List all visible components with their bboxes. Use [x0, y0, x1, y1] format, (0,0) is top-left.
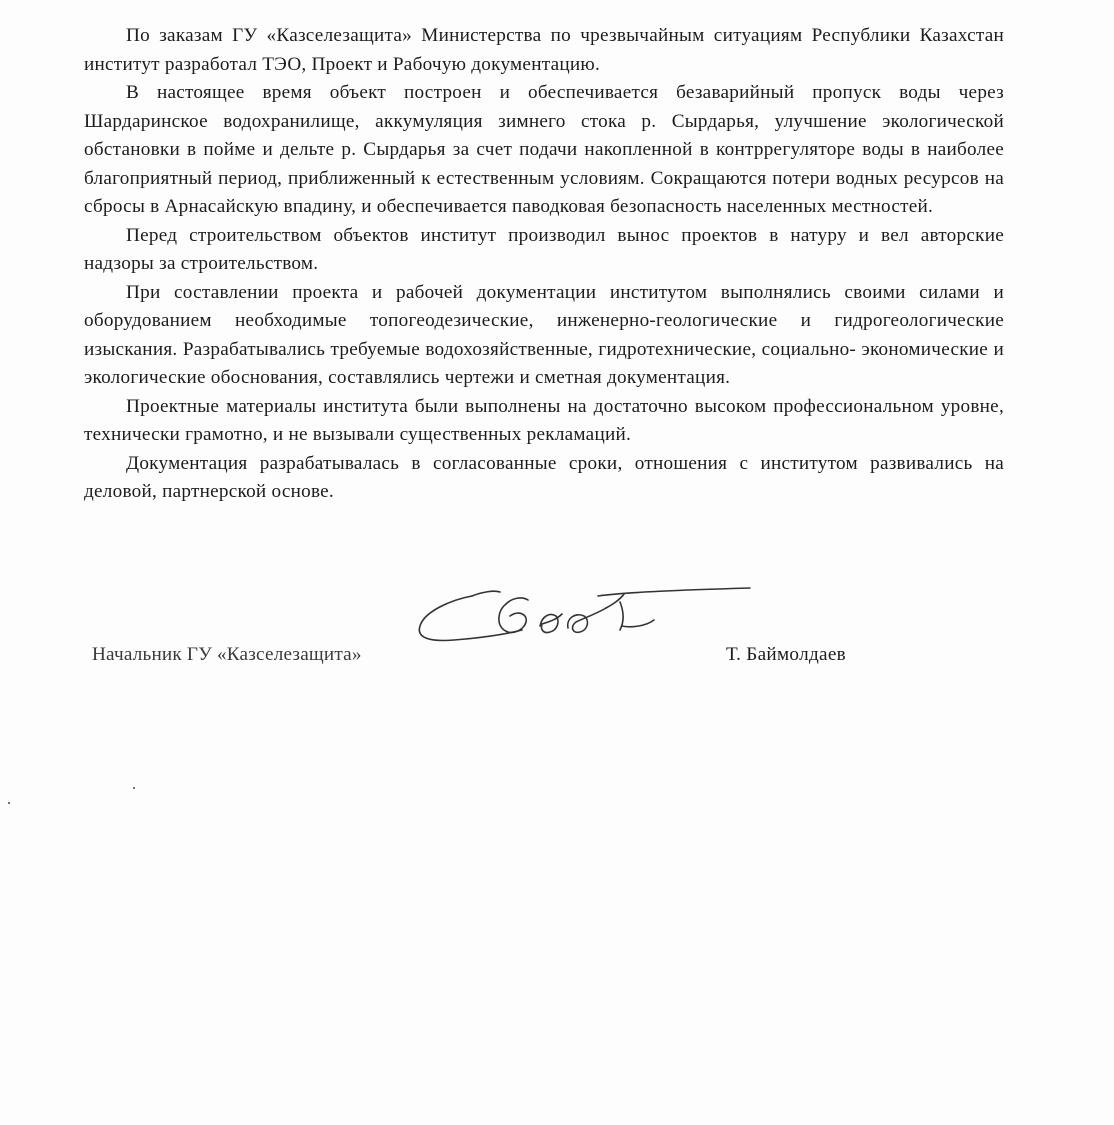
paragraph-object-status: В настоящее время объект построен и обеспечивается безаварийный пропуск воды через Шардаринское водохранилище, аккумуляция зимнего стока р. Сырдарья, улучшение экологической обстановки в пойме и дельте р. Сырдарья за счет подачи накопленной в контррегуляторе воды в наиболее благоприятный период, приближенный к естественным условиям. Сокращаются потери водных ресурсов на сбросы в Арнасайскую впадину, и обеспечивается паводковая безопасность населенных местностей.	[84, 82, 1004, 217]
paragraph-order: По заказам ГУ «Казселезащита» Министерства по чрезвычайным ситуациям Республики Казахстан институт разработал ТЭО, Проект и Рабочую документацию.	[84, 25, 1004, 75]
paragraph-supervision: Перед строительством объектов институт производил вынос проектов в натуру и вел авторские надзоры за строительством.	[84, 224, 1004, 274]
scan-speck	[8, 802, 10, 804]
signatory-title: Начальник ГУ «Казселезащита»	[92, 644, 362, 665]
paragraph-surveys: При составлении проекта и рабочей документации институтом выполнялись своими силами и оборудованием необходимые топогеодезические, инженерно-геологические и гидрогеологические изыскания. Разрабатывались требуемые водохозяйственные, гидротехнические, социально- экономические и экологические обоснования, составлялись чертежи и сметная документация.	[84, 281, 1004, 388]
scan-speck	[133, 787, 135, 789]
paragraph-quality: Проектные материалы института были выполнены на достаточно высоком профессиональном уровне, технически грамотно, и не вызывали существенных рекламаций.	[84, 395, 1004, 445]
signatory-name: Т. Баймолдаев	[726, 644, 847, 665]
handwritten-signature	[410, 578, 760, 658]
paragraph-cooperation: Документация разрабатывалась в согласованные сроки, отношения с институтом развивались на деловой, партнерской основе.	[84, 452, 1004, 502]
